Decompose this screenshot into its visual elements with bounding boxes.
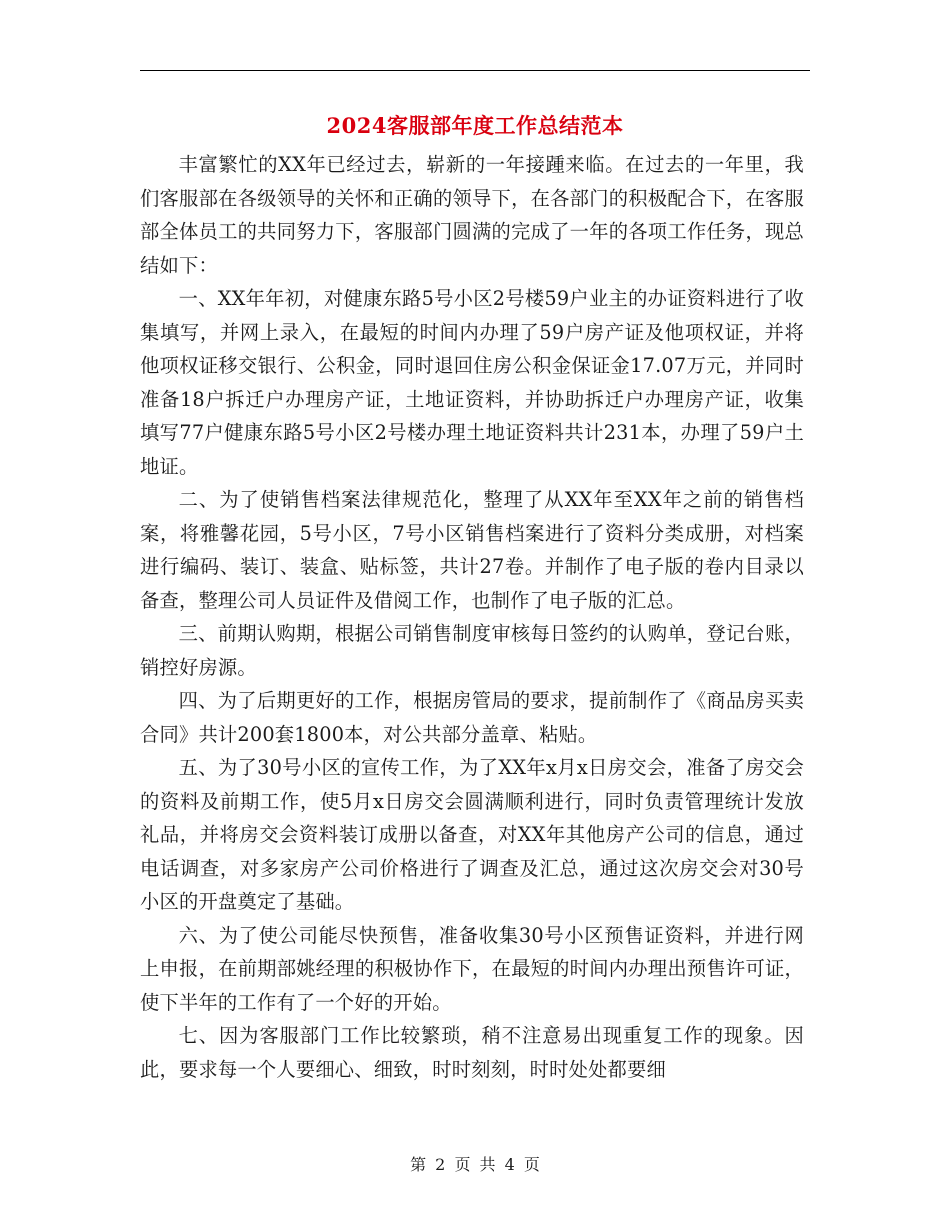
paragraph-item-1: 一、XX年年初，对健康东路5号小区2号楼59户业主的办证资料进行了收集填写，并网上录入，在最短的时间内办理了59户房产证及他项权证，并将他项权证移交银行、公积金，同时退回住房公积金保证金17.07万元，并同时准备18户拆迁户办理房产证，土地证资料，并协助拆迁户办理房产证，收集填写77户健康东路5号小区2号楼办理土地证资料共计231本，办理了59户土地证。 — [140, 287, 804, 478]
page-number-footer: 第 2 页 共 4 页 — [410, 1155, 540, 1174]
paragraph-item-6: 六、为了使公司能尽快预售，准备收集30号小区预售证资料，并进行网上申报，在前期部姚经理的积极协作下，在最短的时间内办理出预售许可证，使下半年的工作有了一个好的开始。 — [140, 923, 804, 1014]
paragraph-item-5: 五、为了30号小区的宣传工作，为了XX年x月x日房交会，准备了房交会的资料及前期工作，使5月x日房交会圆满顺利进行，同时负责管理统计发放礼品，并将房交会资料装订成册以备查，对XX年其他房产公司的信息，通过电话调查，对多家房产公司价格进行了调查及汇总，通过这次房交会对30号小区的开盘奠定了基础。 — [140, 756, 804, 913]
paragraph-item-2: 二、为了使销售档案法律规范化，整理了从XX年至XX年之前的销售档案，将雅馨花园，5号小区，7号小区销售档案进行了资料分类成册，对档案进行编码、装订、装盒、贴标签，共计27卷。并制作了电子版的卷内目录以备查，整理公司人员证件及借阅工作，也制作了电子版的汇总。 — [140, 488, 804, 612]
paragraph-item-7: 七、因为客服部门工作比较繁琐，稍不注意易出现重复工作的现象。因此，要求每一个人要细心、细致，时时刻刻，时时处处都要细 — [140, 1024, 804, 1081]
paragraph-item-3: 三、前期认购期，根据公司销售制度审核每日签约的认购单，登记台账，销控好房源。 — [140, 622, 804, 679]
header-rule — [140, 70, 810, 71]
paragraph-item-4: 四、为了后期更好的工作，根据房管局的要求，提前制作了《商品房买卖合同》共计200套1800本，对公共部分盖章、粘贴。 — [140, 689, 804, 746]
paragraph-intro: 丰富繁忙的XX年已经过去，崭新的一年接踵来临。在过去的一年里，我们客服部在各级领导的关怀和正确的领导下，在各部门的积极配合下，在客服部全体员工的共同努力下，客服部门圆满的完成了一年的各项工作任务，现总结如下： — [140, 153, 804, 277]
document-body — [140, 148, 804, 1086]
document-title: 2024客服部年度工作总结范本 — [326, 113, 624, 138]
